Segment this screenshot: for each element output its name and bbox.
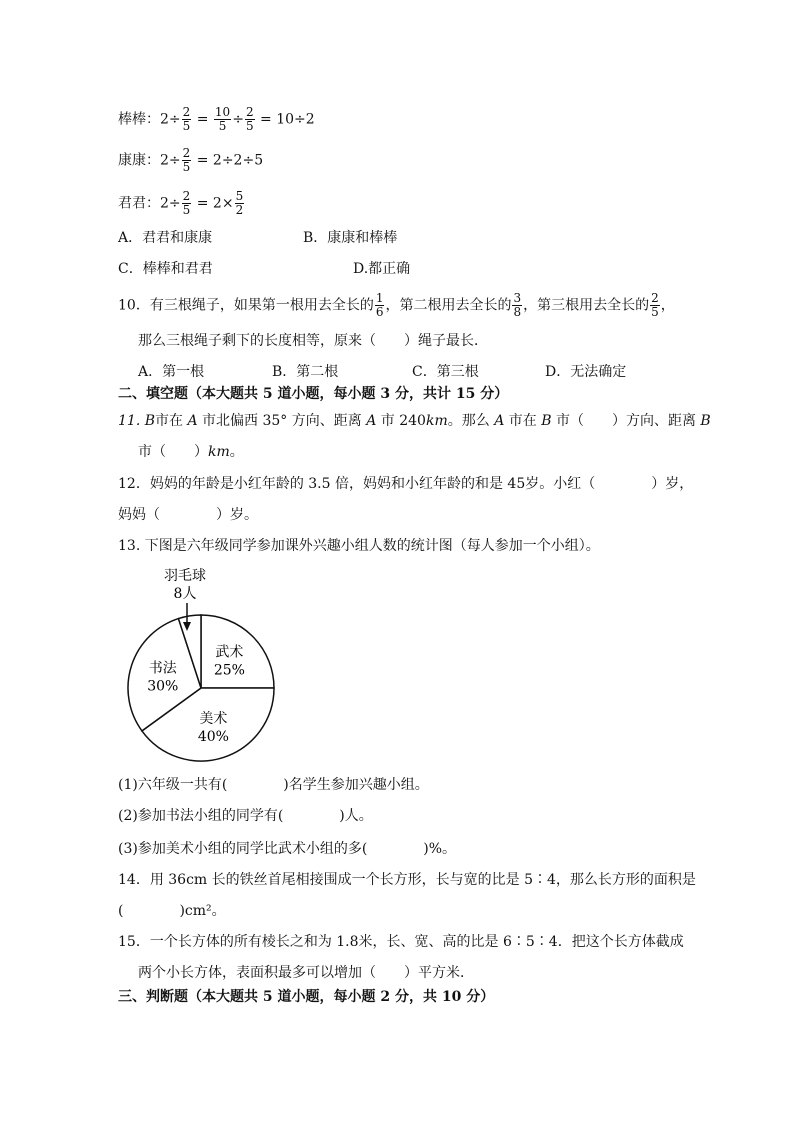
q10-option-b: B．第二根 (272, 364, 339, 380)
q12-line1: 12．妈妈的年龄是小红年龄的 3.5 倍，妈妈和小红年龄的和是 45岁。小红（ ）岁， (118, 476, 694, 492)
q9-option-c: C．棒棒和君君 (118, 261, 213, 277)
pie-chart (115, 565, 285, 765)
fraction: $\frac{1}{6}$ (375, 291, 384, 319)
q9-option-a: A．君君和康康 (118, 230, 213, 246)
pie-label-value: 40% (197, 729, 229, 746)
q9-line-junjun: 君君：2÷ $\frac{2}{5}$ = 2× $\frac{5}{2}$ (118, 189, 244, 217)
q11-line2: 市（ ）km。 (138, 444, 244, 460)
pie-label-value: 30% (147, 678, 179, 695)
pie-label-value: 25% (213, 662, 245, 679)
fraction: $\frac{2}{5}$ (651, 291, 659, 319)
q14-line2: ( )cm²。 (118, 903, 226, 919)
pie-label-name: 美术 (199, 711, 228, 728)
q15-line2: 两个小长方体，表面积最多可以增加（ ）平方米． (138, 965, 474, 981)
fraction: $\frac{2}{5}$ (182, 146, 191, 174)
q11-line1: 11. B市在 A 市北偏西 35° 方向、距离 A 市 240km。那么 A 市在 B 市（ ）方向、距离 B (118, 413, 711, 429)
q10-option-c: C．第三根 (412, 364, 479, 380)
q9-option-d: D.都正确 (353, 261, 411, 277)
pie-label-name: 武术 (215, 644, 244, 661)
q14-line1: 14．用 36cm 长的铁丝首尾相接围成一个长方形，长与宽的比是 5∶4，那么长方形的面积是 (118, 872, 696, 888)
q13-sub1: (1)六年级一共有( )名学生参加兴趣小组。 (118, 777, 429, 793)
fraction: $\frac{2}{5}$ (245, 105, 254, 133)
q13-sub2: (2)参加书法小组的同学有( )人。 (118, 808, 373, 824)
fraction: $\frac{2}{5}$ (182, 105, 191, 133)
q10-line1: 10．有三根绳子，如果第一根用去全长的 $\frac{1}{6}$ ，第二根用去全长的 $\frac{3}{8}$ ，第三根用去全长的 $\frac{2}{5}$ ， (118, 291, 675, 319)
fraction: $\frac{3}{8}$ (513, 291, 522, 319)
q9-line-bangbang: 棒棒：2÷ $\frac{2}{5}$ = $\frac{10}{5}$ ÷ $\frac{2}{5}$ = 10÷2 (118, 105, 315, 133)
fraction: $\frac{2}{5}$ (182, 189, 191, 217)
q13-intro: 13. 下图是六年级同学参加课外兴趣小组人数的统计图（每人参加一个小组）。 (118, 538, 600, 554)
section-3-heading: 三、判断题（本大题共 5 道小题，每小题 2 分，共 10 分） (118, 989, 495, 1005)
q15-line1: 15．一个长方体的所有棱长之和为 1.8米，长、宽、高的比是 6∶5∶4．把这个长方体截成 (118, 934, 684, 950)
fraction: $\frac{10}{5}$ (214, 105, 231, 133)
q13-sub3: (3)参加美术小组的同学比武术小组的多( )%。 (118, 841, 457, 857)
q9-option-b: B．康康和棒棒 (303, 230, 398, 246)
pie-label-name: 书法 (148, 660, 177, 677)
fraction: $\frac{5}{2}$ (235, 189, 244, 217)
callout-value: 8人 (173, 586, 197, 602)
q12-line2: 妈妈（ ）岁。 (118, 507, 258, 523)
q10-option-d: D．无法确定 (545, 364, 627, 380)
q10-line2: 那么三根绳子剩下的长度相等，原来（ ）绳子最长． (138, 333, 488, 349)
callout-label: 羽毛球 (164, 568, 206, 584)
section-2-heading: 二、填空题（本大题共 5 道小题，每小题 3 分，共计 15 分） (118, 386, 509, 402)
q10-option-a: A．第一根 (138, 364, 205, 380)
q9-line-kangkang: 康康：2÷ $\frac{2}{5}$ = 2÷2÷5 (118, 146, 264, 174)
